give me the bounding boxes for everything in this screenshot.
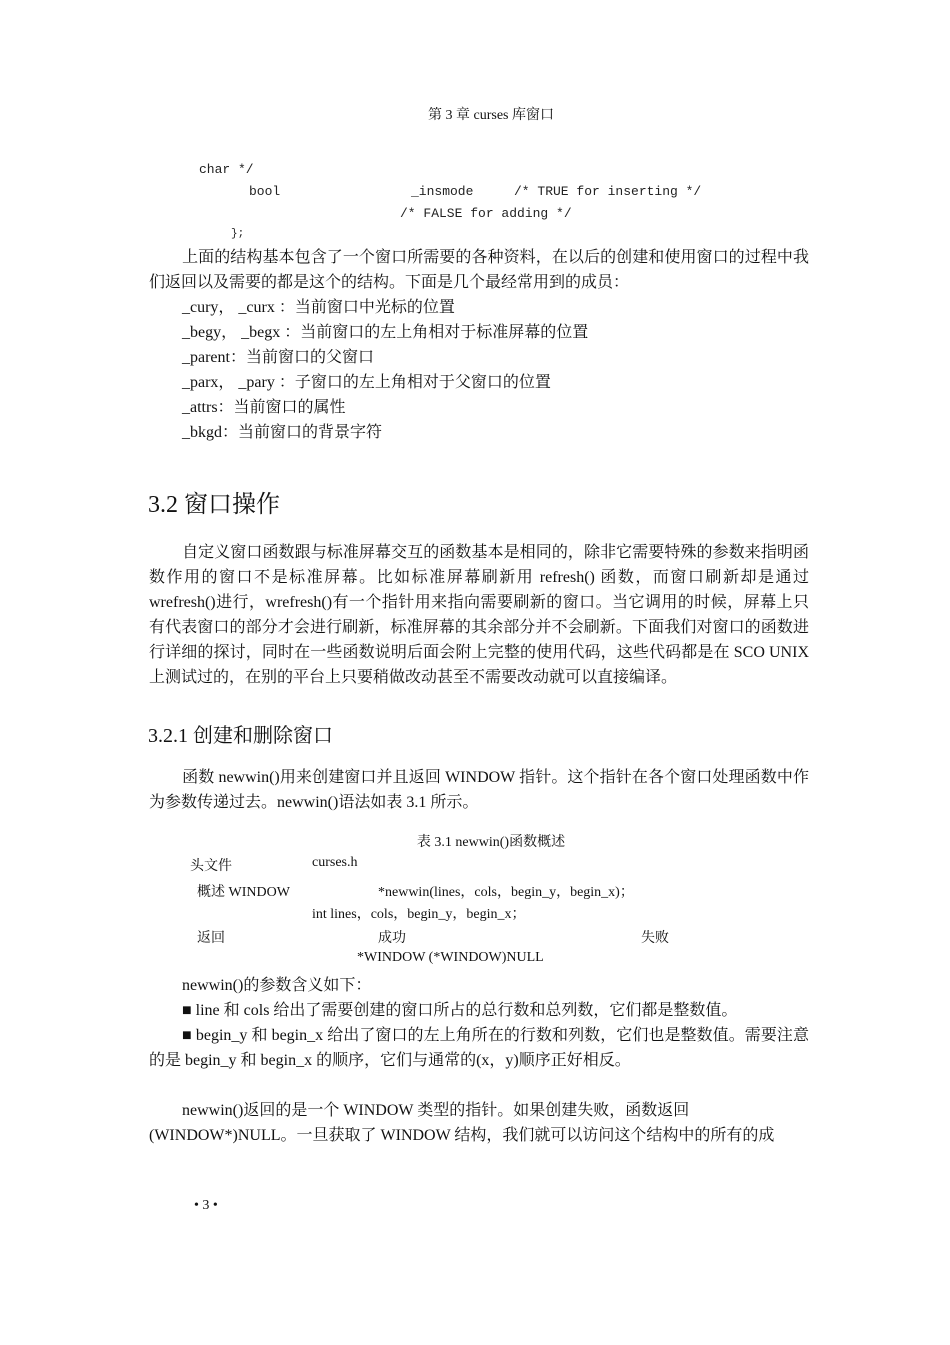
member-item: _cury， _curx ：当前窗口中光标的位置 <box>182 299 455 316</box>
table-header-value: curses.h <box>312 855 358 870</box>
page-number: • 3 • <box>194 1198 218 1213</box>
section-heading: 3.2 窗口操作 <box>148 492 280 518</box>
table-caption: 表 3.1 newwin()函数概述 <box>416 835 566 850</box>
table-failure-label: 失败 <box>641 931 669 946</box>
member-item: _parx， _pary ：子窗口的左上角相对于父窗口的位置 <box>182 374 551 391</box>
member-item: _parent：当前窗口的父窗口 <box>182 349 374 366</box>
table-header-label: 头文件 <box>190 859 232 874</box>
table-summary-label: 概述 WINDOW <box>197 885 290 900</box>
code-type: bool <box>249 184 281 199</box>
code-line-1: char */ <box>199 162 254 177</box>
page-header: 第 3 章 curses 库窗口 <box>428 108 554 123</box>
member-item: _begy， _begx ：当前窗口的左上角相对于标准屏幕的位置 <box>182 324 589 341</box>
param-bullet-2: ■ begin_y 和 begin_x 给出了窗口的左上角所在的行数和列数，它们也是整数值。需要注意的是 begin_y 和 begin_x 的顺序，它们与通常的(x，y)顺序正好相反。 <box>149 1027 809 1069</box>
code-comment-false: /* FALSE for adding */ <box>400 206 572 221</box>
params-intro: newwin()的参数含义如下： <box>182 977 372 994</box>
section-paragraph: 自定义窗口函数跟与标准屏幕交互的函数基本是相同的，除非它需要特殊的参数来指明函数作用的窗口不是标准屏幕。比如标准屏幕刷新用 refresh() 函数，而窗口刷新却是通过 wrefresh()进行，wrefresh()有一个指针用来指向需要刷新的窗口。当它调用的时候，屏幕上只有代表窗口的部分才会进行刷新，标准屏幕的其余部分并不会刷新。下面我们对窗口的函数进行详细的探讨，同时在一些函数说明后面会附上完整的使用代码，这些代码都是在 SCO UNIX 上测试过的，在别的平台上只要稍做改动甚至不需要改动就可以直接编译。 <box>149 544 809 686</box>
intro-paragraph: 上面的结构基本包含了一个窗口所需要的各种资料，在以后的创建和使用窗口的过程中我们返回以及需要的都是这个的结构。下面是几个最经常用到的成员： <box>149 249 809 291</box>
member-item: _bkgd：当前窗口的背景字符 <box>182 424 383 441</box>
table-return-values: *WINDOW (*WINDOW)NULL <box>357 950 544 965</box>
code-field: _insmode <box>411 184 474 199</box>
table-success-label: 成功 <box>378 931 406 946</box>
table-summary-args: int lines，cols，begin_y，begin_x； <box>312 907 526 922</box>
subsection-heading: 3.2.1 创建和删除窗口 <box>148 725 333 747</box>
return-paragraph: newwin()返回的是一个 WINDOW 类型的指针。如果创建失败，函数返回(WINDOW*)NULL。一旦获取了 WINDOW 结构，我们就可以访问这个结构中的所有的成 <box>149 1102 775 1144</box>
param-bullet-1: ■ line 和 cols 给出了需要创建的窗口所占的总行数和总列数，它们都是整数值。 <box>182 1002 738 1019</box>
code-comment-true: /* TRUE for inserting */ <box>514 184 702 199</box>
table-summary-value: *newwin(lines，cols，begin_y，begin_x)； <box>378 885 634 900</box>
member-item: _attrs：当前窗口的属性 <box>182 399 346 416</box>
table-return-label: 返回 <box>197 931 225 946</box>
subsection-paragraph: 函数 newwin()用来创建窗口并且返回 WINDOW 指针。这个指针在各个窗口处理函数中作为参数传递过去。newwin()语法如表 3.1 所示。 <box>149 769 809 811</box>
code-closing-brace: }; <box>231 228 245 240</box>
